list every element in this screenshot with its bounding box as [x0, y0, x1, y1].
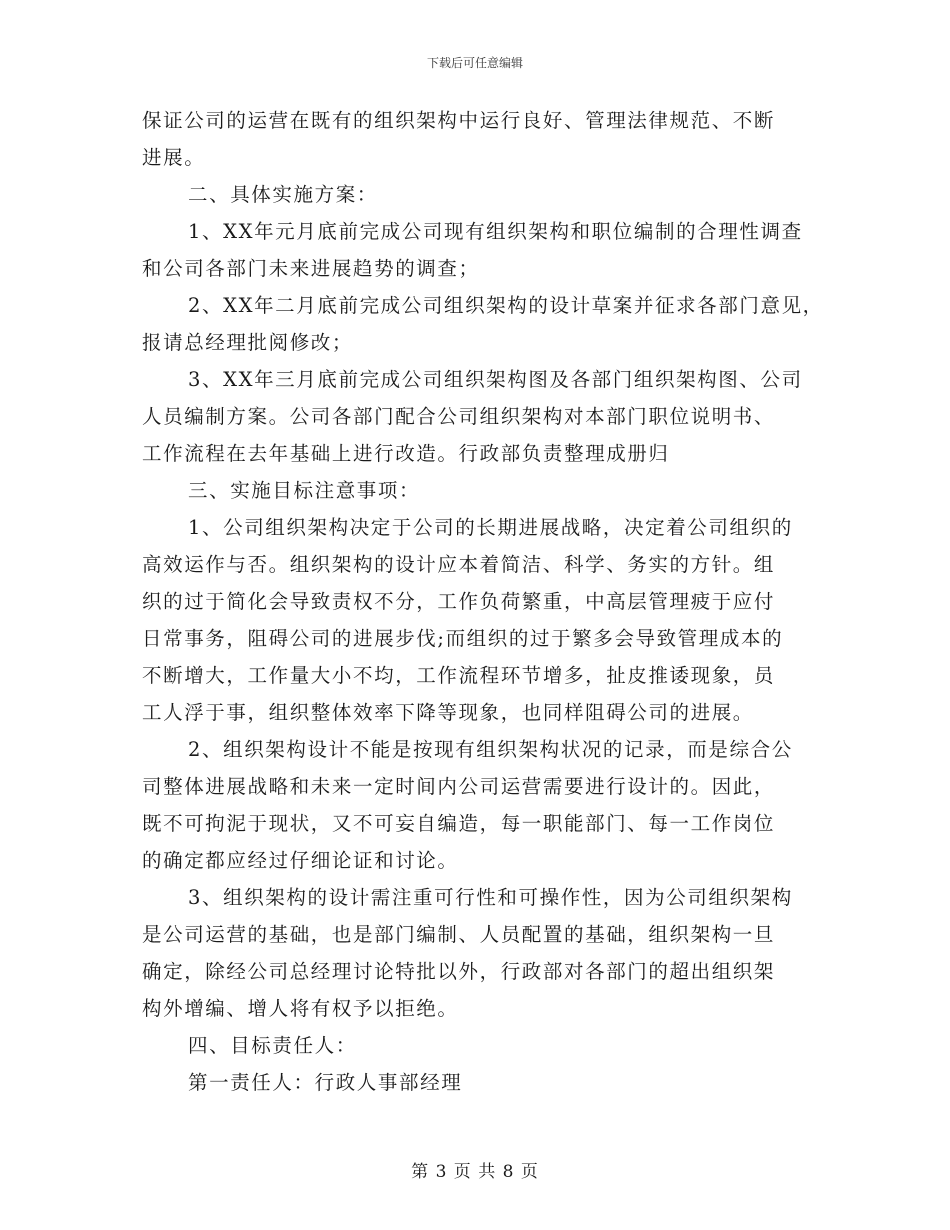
paragraph	[142, 213, 822, 287]
document-body	[142, 102, 822, 1101]
paragraph	[142, 509, 822, 731]
section-heading	[142, 176, 822, 213]
text-line: 既不可拘泥于现状，又不可妄自编造，每一职能部门、每一工作岗位	[142, 812, 776, 835]
text-line: 3、组织架构的设计需注重可行性和可操作性，因为公司组织架构	[188, 886, 793, 909]
text-line: 确定，除经公司总经理讨论特批以外，行政部对各部门的超出组织架	[142, 960, 776, 983]
text-line: 的确定都应经过仔细论证和讨论。	[142, 849, 459, 872]
page-number: 第 3 页 共 8 页	[411, 1162, 539, 1182]
text-line: 工人浮于事，组织整体效率下降等现象，也同样阻碍公司的进展。	[142, 701, 754, 724]
text-line: 高效运作与否。组织架构的设计应本着简洁、科学、务实的方针。组	[142, 553, 776, 576]
text-line: 3、XX年三月底前完成公司组织架构图及各部门组织架构图、公司	[188, 368, 803, 391]
text-line: 1、公司组织架构决定于公司的长期进展战略，决定着公司组织的	[188, 516, 793, 539]
paragraph	[142, 102, 822, 176]
text-line: 三、实施目标注意事项：	[188, 479, 421, 502]
section-heading	[142, 1027, 822, 1064]
text-line: 进展。	[142, 146, 206, 169]
text-line: 二、具体实施方案：	[188, 183, 378, 206]
paragraph	[142, 287, 822, 361]
paragraph	[142, 879, 822, 1027]
text-line: 四、目标责任人：	[188, 1034, 357, 1057]
text-line: 构外增编、增人将有权予以拒绝。	[142, 997, 459, 1020]
text-line: 工作流程在去年基础上进行改造。行政部负责整理成册归	[142, 442, 670, 465]
text-line: 1、XX年元月底前完成公司现有组织架构和职位编制的合理性调查	[188, 220, 803, 243]
text-line: 第一责任人：行政人事部经理	[188, 1071, 463, 1094]
text-line: 不断增大，工作量大小不均，工作流程环节增多，扯皮推诿现象，员	[142, 664, 776, 687]
paragraph	[142, 731, 822, 879]
text-line: 2、组织架构设计不能是按现有组织架构状况的记录，而是综合公	[188, 738, 793, 761]
text-line: 日常事务，阻碍公司的进展步伐;而组织的过于繁多会导致管理成本的	[142, 627, 784, 650]
paragraph	[142, 1064, 822, 1101]
paragraph	[142, 361, 822, 472]
text-line: 织的过于简化会导致责权不分，工作负荷繁重，中高层管理疲于应付	[142, 590, 776, 613]
text-line: 和公司各部门未来进展趋势的调查；	[142, 257, 480, 280]
text-line: 是公司运营的基础，也是部门编制、人员配置的基础，组织架构一旦	[142, 923, 776, 946]
text-line: 司整体进展战略和未来一定时间内公司运营需要进行设计的。因此，	[142, 775, 776, 798]
section-heading	[142, 472, 822, 509]
text-line: 人员编制方案。公司各部门配合公司组织架构对本部门职位说明书、	[142, 405, 776, 428]
page-header: 下载后可任意编辑	[426, 56, 523, 70]
text-line: 2、XX年二月底前完成公司组织架构的设计草案并征求各部门意见，	[188, 294, 824, 317]
text-line: 报请总经理批阅修改；	[142, 331, 354, 354]
text-line: 保证公司的运营在既有的组织架构中运行良好、管理法律规范、不断	[142, 109, 776, 132]
